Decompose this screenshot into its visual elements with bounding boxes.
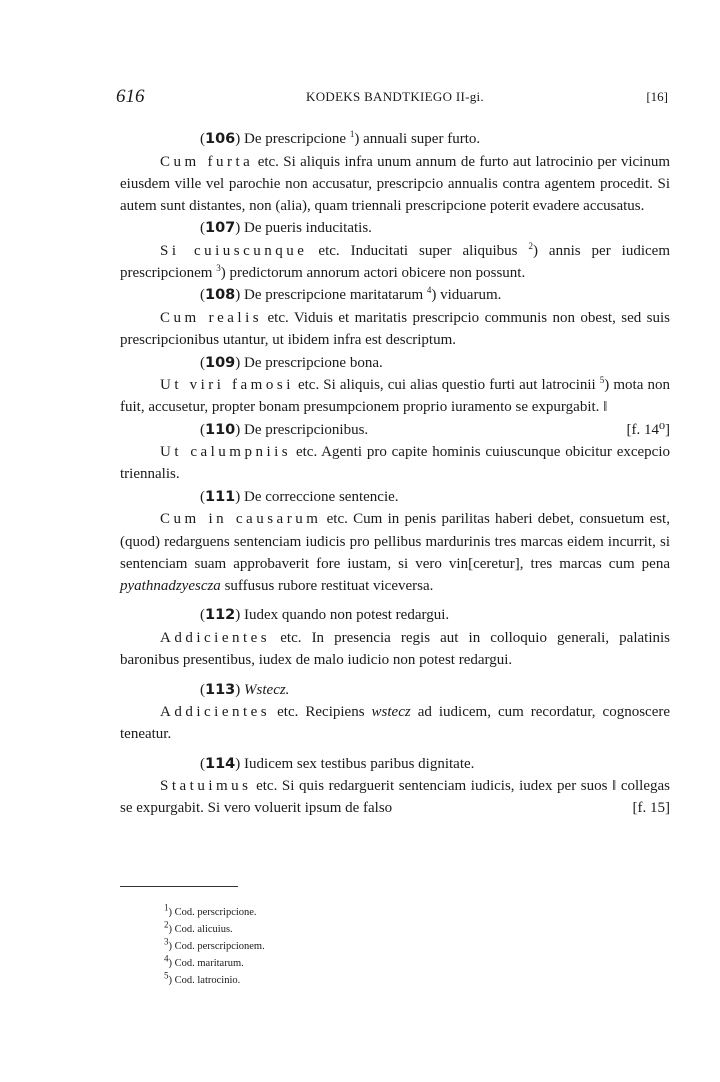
footnote bbox=[164, 955, 265, 972]
heading-text: De prescripcionibus. bbox=[244, 421, 369, 438]
section-heading: (106) De prescripcione $^1$) annuali super furto. bbox=[200, 129, 481, 147]
paragraph bbox=[120, 775, 670, 820]
section-heading: (114) Iudicem sex testibus paribus dignitate. bbox=[200, 755, 475, 772]
section-114 bbox=[120, 753, 670, 820]
heading-text: ) viduarum. bbox=[431, 287, 502, 304]
heading-text: Iudicem sex testibus paribus dignitate. bbox=[244, 755, 475, 772]
section-number: 109 bbox=[205, 354, 236, 371]
section-number: 114 bbox=[205, 755, 236, 772]
section-heading: (109) De prescripcione bona. bbox=[200, 354, 383, 371]
heading-text: Iudex quando non potest redargui. bbox=[244, 607, 450, 624]
footnote bbox=[164, 972, 265, 989]
paragraph-text: suffusus rubore restituat viceversa. bbox=[220, 578, 434, 595]
section-number: 108 bbox=[205, 287, 236, 304]
footnote-ref: 4 bbox=[426, 285, 432, 296]
footnote-text: ) Cod. maritarum. bbox=[168, 958, 244, 969]
heading-text: De prescripcione bbox=[244, 131, 350, 147]
paragraph-text: ) predictorum annorum actori obicere non possunt. bbox=[220, 265, 526, 282]
paragraph-text: etc. Viduis et maritatis prescripcio communis non obest, sed suis prescripcionibus utantur, ut ibidem infra est descriptum. bbox=[120, 309, 670, 349]
paragraph-text: etc. Si quis redarguerit sentenciam iudicis, iudex per suos ‖ collegas se expurgabit. Si vero voluerit ipsum de falso bbox=[120, 778, 670, 817]
footnote-ref: 5 bbox=[599, 375, 605, 386]
paragraph bbox=[120, 240, 670, 285]
heading-text: ) annuali super furto. bbox=[354, 131, 481, 147]
italic-term: wstecz bbox=[371, 704, 411, 721]
paragraph-text: etc. Inducitati super aliquibus bbox=[307, 242, 529, 259]
folio-marker: [f. 15] bbox=[632, 800, 670, 817]
incipit: Ut viri famosi bbox=[160, 377, 294, 394]
page-number: 616 bbox=[116, 86, 145, 107]
section-number: 106 bbox=[205, 131, 236, 147]
section-number: 110 bbox=[205, 421, 236, 438]
footnote-mark: 2 bbox=[164, 919, 169, 930]
section-number: 112 bbox=[205, 607, 236, 624]
footnote-ref: 2 bbox=[528, 240, 533, 251]
section-number: 111 bbox=[205, 488, 236, 505]
section-heading: (110) De prescripcionibus. bbox=[200, 421, 369, 438]
footnotes bbox=[164, 904, 265, 989]
section-heading: (107) De pueris inducitatis. bbox=[200, 220, 372, 237]
heading-text: De prescripcione maritatarum bbox=[244, 287, 427, 304]
paragraph-text: etc. In presencia regis aut in colloquio generali, palatinis baronibus presentibus, iudex de malo iudicio non potest redargui. bbox=[120, 629, 670, 669]
incipit: Si cuiuscunque bbox=[160, 242, 308, 259]
heading-text: De correccione sentencie. bbox=[244, 488, 399, 505]
section-heading: (111) De correccione sentencie. bbox=[200, 488, 399, 505]
footnote bbox=[164, 938, 265, 955]
paragraph bbox=[120, 307, 670, 352]
footnote-ref: 3 bbox=[216, 263, 221, 274]
paragraph-text: ad iudicem, cum recordatur, cognoscere teneatur. bbox=[120, 704, 670, 743]
section-number: 107 bbox=[205, 220, 236, 237]
footnote-text: ) Cod. perscripcione. bbox=[168, 907, 257, 918]
paragraph-text: ) mota non fuit, accusetur, propter bonam presumpcionem proprio iuramento se expurgabit. ‖ bbox=[120, 377, 670, 416]
footnote-rule bbox=[120, 886, 238, 887]
paragraph-text: etc. Si aliquis infra unum annum de furto aut latrocinio per vicinum eiusdem ville vel parochie non accusatur, prescripcio annualis contra agentem procedit. Si autem sunt distantes, non (alia), quam triennali prescripcione poterit evadere accusatus. bbox=[120, 153, 670, 215]
incipit: Addicientes bbox=[160, 629, 271, 646]
heading-text: De prescripcione bona. bbox=[244, 354, 383, 371]
paragraph-text: ) annis per iudicem prescripcionem bbox=[120, 242, 670, 282]
paragraph-text: etc. Si aliquis, cui alias questio furti aut latrocinii bbox=[293, 377, 600, 394]
paragraph bbox=[120, 701, 670, 746]
paragraph bbox=[120, 151, 670, 218]
section-112 bbox=[120, 604, 670, 671]
section-heading: (112) Iudex quando non potest redargui. bbox=[200, 607, 450, 624]
paragraph bbox=[120, 627, 670, 672]
folio-marker: [f. 14⁰] bbox=[626, 421, 670, 438]
paragraph bbox=[120, 441, 670, 486]
running-header bbox=[116, 86, 670, 110]
footnote bbox=[164, 904, 265, 921]
paragraph-text: etc. Agenti pro capite hominis cuiuscunque obicitur excepcio triennalis. bbox=[120, 444, 670, 483]
incipit: Addicientes bbox=[160, 704, 271, 721]
footnote-mark: 4 bbox=[164, 953, 169, 964]
section-107 bbox=[120, 217, 670, 284]
paragraph bbox=[120, 508, 670, 597]
heading-text: Wstecz. bbox=[244, 681, 290, 698]
section-number: 113 bbox=[205, 681, 236, 698]
heading-text: De pueris inducitatis. bbox=[244, 220, 372, 237]
footnote-text: ) Cod. alicuius. bbox=[168, 924, 233, 935]
section-heading: (108) De prescripcione maritatarum $^4$) viduarum. bbox=[200, 285, 502, 304]
incipit: Cum furta bbox=[160, 153, 254, 170]
incipit: Cum realis bbox=[160, 309, 263, 326]
section-108 bbox=[120, 284, 670, 351]
section-113 bbox=[120, 679, 670, 746]
footnote-mark: 1 bbox=[164, 902, 169, 913]
section-heading: (113) Wstecz. bbox=[200, 681, 290, 698]
header-bracket: [16] bbox=[646, 89, 668, 104]
footnote-text: ) Cod. latrocinio. bbox=[168, 975, 241, 986]
footnote-mark: 3 bbox=[164, 936, 169, 947]
incipit: Statuimus bbox=[160, 778, 252, 795]
paragraph-text: etc. Recipiens bbox=[270, 704, 372, 721]
section-106 bbox=[120, 128, 670, 217]
running-title: KODEKS BANDTKIEGO II-gi. bbox=[306, 89, 484, 104]
footnote bbox=[164, 921, 265, 938]
footnote-text: ) Cod. perscripcionem. bbox=[168, 941, 265, 952]
incipit: Cum in causarum bbox=[160, 511, 322, 528]
document-body bbox=[120, 128, 670, 820]
paragraph-text: etc. Cum in penis parilitas haberi debet, consuetum est, (quod) redarguens sentenciam iudicis pro pellibus mardurinis tres marcas eidem incurrit, si sentenciam suam approbaverit fore iustam, si vero vin[ceretur], tres marcas cum pena bbox=[120, 511, 670, 572]
section-111 bbox=[120, 486, 670, 598]
italic-term: pyathnadzyescza bbox=[120, 578, 221, 595]
incipit: Ut calumpniis bbox=[160, 444, 292, 461]
footnote-mark: 5 bbox=[164, 970, 169, 981]
footnote-ref: 1 bbox=[349, 129, 355, 139]
